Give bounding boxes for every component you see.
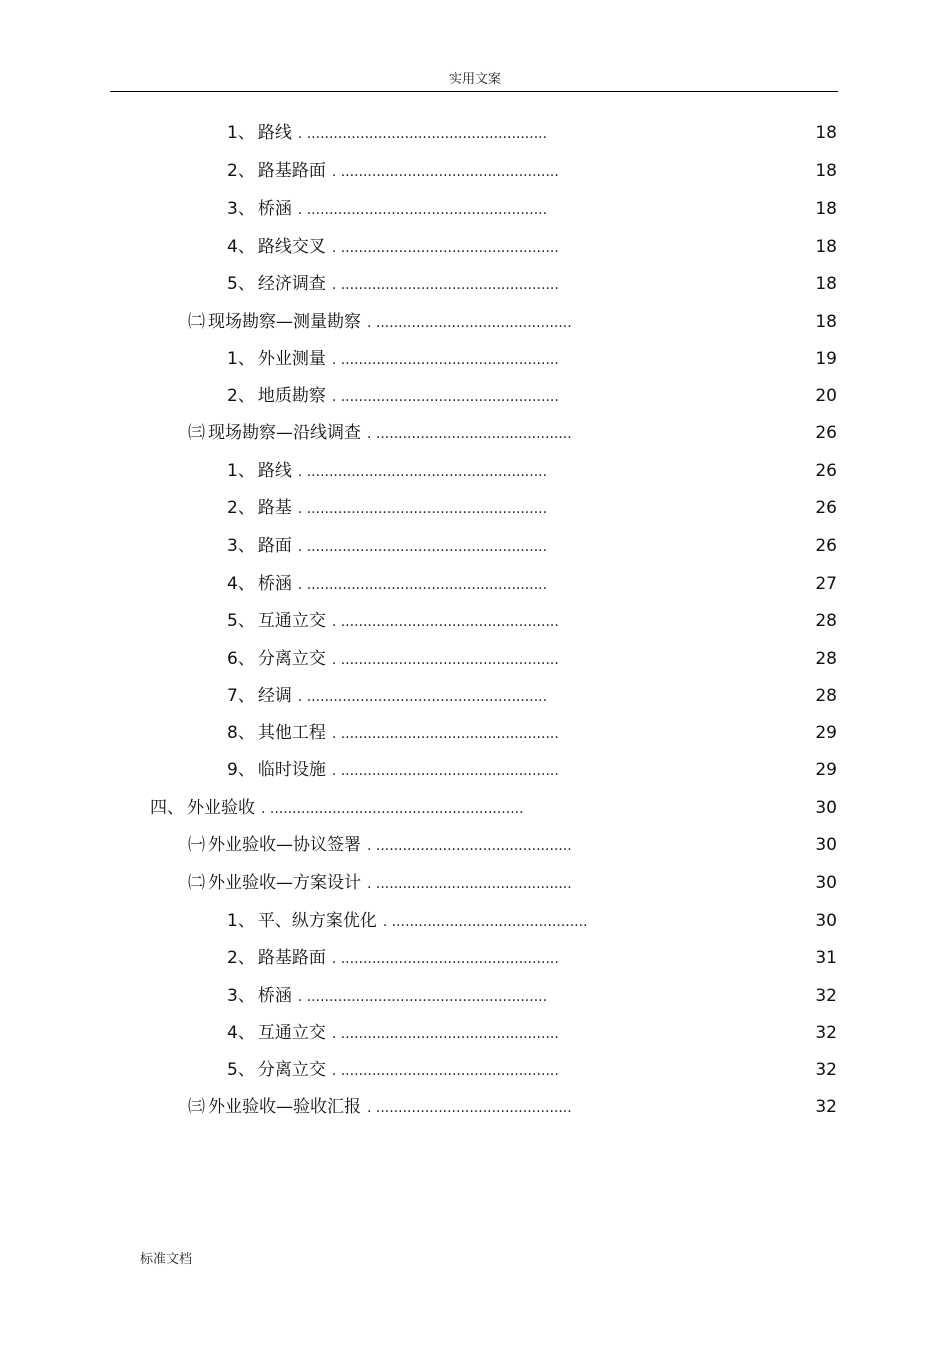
toc-entry-title: 分离立交 [257, 649, 326, 669]
toc-page-number[interactable]: 18 [815, 123, 837, 143]
toc-entry[interactable] [227, 685, 547, 707]
toc-entry[interactable] [227, 610, 559, 632]
toc-page-number[interactable]: 28 [815, 649, 837, 669]
toc-entry[interactable] [227, 985, 547, 1007]
toc-page-number[interactable]: 30 [815, 873, 837, 893]
toc-page-number[interactable]: 19 [815, 349, 837, 369]
toc-entry-title: 外业验收—方案设计 [208, 873, 361, 893]
toc-entry-number: 4、 [227, 237, 255, 257]
toc-dot-leader: . ...................................................... [297, 202, 548, 218]
toc-page-number[interactable]: 26 [815, 423, 837, 443]
toc-entry-number: 3、 [227, 199, 255, 219]
toc-entry-number: 5、 [227, 274, 255, 294]
toc-page-number[interactable]: 18 [815, 274, 837, 294]
toc-page-number[interactable]: 26 [815, 536, 837, 556]
toc-entry-number: 四、 [150, 798, 184, 818]
toc-entry-title: 外业测量 [257, 349, 326, 369]
toc-entry-number: 1、 [227, 911, 255, 931]
toc-entry[interactable] [227, 910, 588, 932]
toc-page-number[interactable]: 18 [815, 161, 837, 181]
toc-dot-leader: . ................................................. [331, 240, 559, 256]
toc-entry-number: ㈡ [188, 312, 205, 332]
toc-entry-title: 临时设施 [257, 760, 326, 780]
toc-entry-title: 互通立交 [257, 1023, 326, 1043]
toc-dot-leader: . ................................................. [331, 389, 559, 405]
toc-entry-title: 路基 [257, 498, 292, 518]
toc-page-number[interactable]: 18 [815, 199, 837, 219]
toc-entry-title: 桥涵 [257, 574, 292, 594]
toc-entry-number: 2、 [227, 161, 255, 181]
toc-entry-number: 6、 [227, 649, 255, 669]
toc-page-number[interactable]: 18 [815, 312, 837, 332]
toc-entry[interactable] [227, 460, 547, 482]
toc-entry-number: 2、 [227, 948, 255, 968]
toc-page-number[interactable]: 30 [815, 911, 837, 931]
toc-entry[interactable] [188, 422, 572, 444]
toc-dot-leader: . ...................................................... [297, 126, 548, 142]
toc-dot-leader: . ............................................ [367, 315, 572, 331]
toc-entry-title: 地质勘察 [257, 386, 326, 406]
toc-entry[interactable] [227, 1022, 559, 1044]
toc-entry-number: ㈢ [188, 423, 205, 443]
toc-entry[interactable] [227, 648, 559, 670]
toc-entry-title: 外业验收—协议签署 [208, 835, 361, 855]
toc-page-number[interactable]: 26 [815, 461, 837, 481]
toc-dot-leader: . ...................................................... [297, 989, 548, 1005]
toc-entry[interactable] [188, 834, 572, 856]
toc-entry-title: 经调 [257, 686, 292, 706]
toc-entry-title: 现场勘察—测量勘察 [208, 312, 361, 332]
toc-page-number[interactable]: 18 [815, 237, 837, 257]
toc-page-number[interactable]: 28 [815, 611, 837, 631]
toc-dot-leader: . ................................................. [331, 277, 559, 293]
toc-entry-title: 互通立交 [257, 611, 326, 631]
toc-entry[interactable] [188, 872, 572, 894]
toc-page-number[interactable]: 28 [815, 686, 837, 706]
toc-entry-number: ㈠ [188, 835, 205, 855]
toc-entry-title: 路基路面 [257, 161, 326, 181]
toc-page-number[interactable]: 30 [815, 835, 837, 855]
toc-dot-leader: . ................................................. [331, 1026, 559, 1042]
toc-entry[interactable] [227, 236, 559, 258]
toc-entry-number: 8、 [227, 723, 255, 743]
toc-dot-leader: . ...................................................... [297, 464, 548, 480]
toc-entry[interactable] [227, 535, 547, 557]
toc-entry-number: 5、 [227, 611, 255, 631]
toc-entry-title: 经济调查 [257, 274, 326, 294]
toc-dot-leader: . ............................................ [367, 426, 572, 442]
toc-entry-title: 分离立交 [257, 1060, 326, 1080]
toc-page-number[interactable]: 20 [815, 386, 837, 406]
toc-dot-leader: . ...................................................... [297, 539, 548, 555]
toc-dot-leader: . ................................................. [331, 726, 559, 742]
toc-entry-title: 桥涵 [257, 986, 292, 1006]
page-header: 实用文案 [448, 72, 501, 87]
toc-entry-title: 路线 [257, 123, 292, 143]
toc-dot-leader: . ................................................. [331, 951, 559, 967]
toc-dot-leader: . ...................................................... [297, 689, 548, 705]
toc-entry-number: 5、 [227, 1060, 255, 1080]
toc-page-number[interactable]: 27 [815, 574, 837, 594]
toc-dot-leader: . ............................................ [382, 914, 588, 930]
toc-entry[interactable] [227, 122, 547, 144]
toc-dot-leader: . ................................................. [331, 614, 559, 630]
toc-dot-leader: . ............................................ [367, 838, 572, 854]
toc-page-number[interactable]: 32 [815, 1023, 837, 1043]
toc-entry[interactable] [227, 497, 547, 519]
toc-entry-number: 1、 [227, 123, 255, 143]
toc-entry-number: 4、 [227, 1023, 255, 1043]
toc-entry[interactable] [227, 1059, 559, 1081]
toc-dot-leader: . ......................................................... [261, 801, 524, 817]
toc-entry-number: 4、 [227, 574, 255, 594]
toc-entry-number: 3、 [227, 986, 255, 1006]
toc-entry-number: 2、 [227, 498, 255, 518]
toc-entry-title: 桥涵 [257, 199, 292, 219]
toc-entry-title: 现场勘察—沿线调查 [208, 423, 361, 443]
toc-dot-leader: . ................................................. [331, 352, 559, 368]
toc-entry-number: 7、 [227, 686, 255, 706]
toc-page-number[interactable]: 32 [815, 1060, 837, 1080]
toc-entry-title: 路线 [257, 461, 292, 481]
toc-entry[interactable] [227, 385, 559, 407]
toc-entry-number: ㈡ [188, 873, 205, 893]
toc-page-number[interactable]: 32 [815, 986, 837, 1006]
toc-entry-title: 外业验收 [187, 798, 255, 818]
toc-dot-leader: . ................................................. [331, 763, 559, 779]
header-divider [110, 91, 838, 92]
toc-page-number[interactable]: 31 [815, 948, 837, 968]
toc-entry[interactable] [227, 160, 559, 182]
toc-dot-leader: . ............................................ [367, 1100, 572, 1116]
toc-entry[interactable] [227, 198, 547, 220]
toc-entry-number: 9、 [227, 760, 255, 780]
toc-entry-number: 1、 [227, 461, 255, 481]
toc-dot-leader: . ................................................. [331, 164, 559, 180]
toc-entry-number: 3、 [227, 536, 255, 556]
toc-entry-title: 路线交叉 [257, 237, 326, 257]
toc-dot-leader: . ................................................. [331, 1063, 559, 1079]
toc-entry[interactable] [227, 273, 559, 295]
toc-entry[interactable] [227, 573, 547, 595]
toc-entry[interactable] [227, 348, 559, 370]
toc-entry-title: 路基路面 [257, 948, 326, 968]
toc-dot-leader: . ...................................................... [297, 501, 548, 517]
toc-entry-number: 2、 [227, 386, 255, 406]
toc-entry-title: 其他工程 [257, 723, 326, 743]
page-footer: 标准文档 [140, 1252, 193, 1267]
toc-entry[interactable] [188, 1096, 572, 1118]
toc-entry[interactable] [150, 797, 524, 819]
toc-entry[interactable] [188, 311, 572, 333]
toc-entry-number: 1、 [227, 349, 255, 369]
toc-entry-title: 外业验收—验收汇报 [208, 1097, 361, 1117]
toc-page-number[interactable]: 30 [815, 798, 837, 818]
toc-dot-leader: . ............................................ [367, 876, 572, 892]
toc-page-number[interactable]: 29 [815, 760, 837, 780]
toc-page-number[interactable]: 26 [815, 498, 837, 518]
toc-entry-number: ㈢ [188, 1097, 205, 1117]
toc-page-number[interactable]: 29 [815, 723, 837, 743]
toc-entry[interactable] [227, 759, 559, 781]
toc-entry[interactable] [227, 947, 559, 969]
toc-entry-title: 路面 [257, 536, 292, 556]
toc-page-number[interactable]: 32 [815, 1097, 837, 1117]
toc-dot-leader: . ................................................. [331, 652, 559, 668]
toc-dot-leader: . ...................................................... [297, 577, 548, 593]
toc-entry-title: 平、纵方案优化 [257, 911, 377, 931]
toc-entry[interactable] [227, 722, 559, 744]
